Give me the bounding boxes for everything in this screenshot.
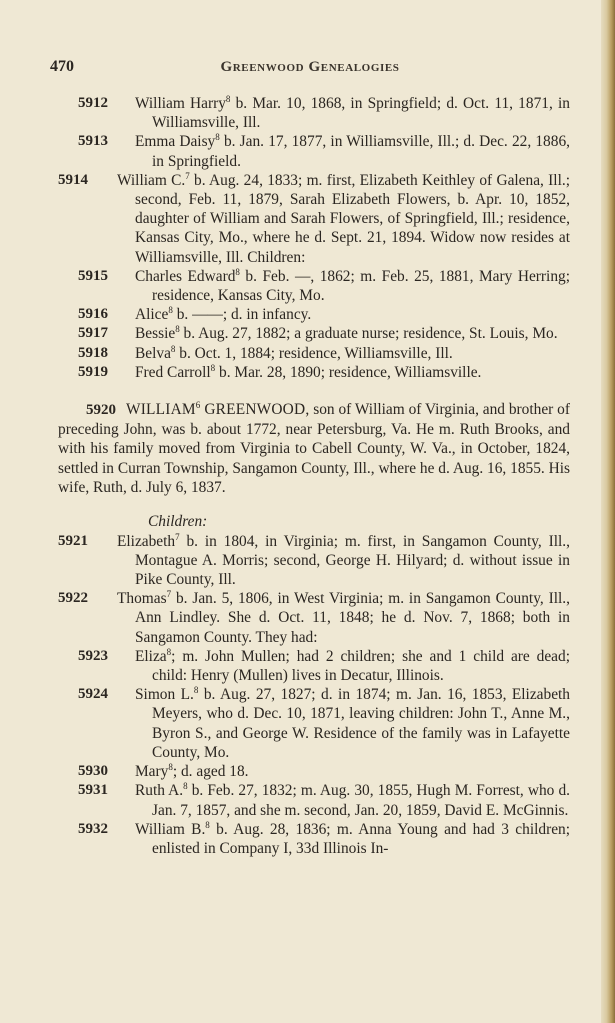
entry-details: b. Jan. 5, 1806, in West Virginia; m. in Sangamon County, Ill., Ann Lindley. She d. Oct. 11, 1848; he d. Nov. 7, 1868; both in Sangamon County. They had: bbox=[135, 590, 570, 646]
genealogy-entry bbox=[0, 363, 615, 382]
genealogy-entry bbox=[0, 589, 615, 647]
generation-number: 8 bbox=[175, 324, 180, 335]
person-name: Simon L. bbox=[135, 686, 194, 704]
entry-text bbox=[135, 685, 570, 762]
person-name: WILLIAM bbox=[126, 401, 196, 419]
generation-number: 8 bbox=[168, 305, 173, 316]
entry-number: 5923 bbox=[78, 647, 108, 664]
person-name: Thomas bbox=[117, 590, 167, 608]
entry-number: 5921 bbox=[58, 532, 88, 549]
entry-details: b. ——; d. in infancy. bbox=[172, 306, 312, 324]
genealogy-entry bbox=[0, 132, 615, 170]
generation-number: 8 bbox=[215, 132, 220, 143]
entry-text bbox=[117, 531, 570, 590]
generation-number: 8 bbox=[183, 781, 188, 792]
entry-details: b. Oct. 1, 1884; residence, Williamsville, Ill. bbox=[175, 344, 453, 362]
entry-number: 5917 bbox=[78, 325, 108, 342]
genealogy-entry bbox=[0, 647, 615, 685]
entry-details: b. Feb. —, 1862; m. Feb. 25, 1881, Mary Herring; residence, Kansas City, Mo. bbox=[152, 267, 570, 305]
entry-number: 5912 bbox=[78, 95, 108, 111]
entry-text bbox=[117, 589, 570, 647]
page-header bbox=[50, 58, 570, 82]
entry-number: 5915 bbox=[78, 267, 108, 284]
genealogy-entry bbox=[0, 532, 615, 590]
entry-text bbox=[135, 132, 570, 170]
person-name: Fred Carroll bbox=[135, 363, 211, 381]
entry-details: b. Aug. 27, 1882; a graduate nurse; residence, St. Louis, Mo. bbox=[179, 325, 558, 343]
person-name: Belva bbox=[135, 344, 171, 362]
generation-number: 8 bbox=[193, 685, 199, 696]
genealogy-entry bbox=[0, 344, 615, 363]
person-name: Ruth A. bbox=[135, 782, 184, 800]
entry-text bbox=[135, 646, 570, 685]
person-name: William B. bbox=[135, 820, 206, 838]
generation-number: 8 bbox=[225, 94, 231, 104]
person-name: Mary bbox=[135, 763, 169, 781]
genealogy-entry bbox=[0, 685, 615, 762]
entry-list-top bbox=[0, 94, 615, 382]
entry-number: 5916 bbox=[78, 306, 108, 323]
entry-number: 5919 bbox=[78, 363, 108, 380]
genealogy-entry bbox=[0, 324, 615, 343]
entry-list-bottom bbox=[0, 532, 615, 858]
person-name: Emma Daisy bbox=[135, 133, 216, 151]
entry-details: b. Aug. 27, 1827; d. in 1874; m. Jan. 16, 1853, Elizabeth Meyers, who d. Dec. 10, 1871, leaving children: John T., Anne M., Byron S., and George W. Residence of the family was in Lafayette County, Mo. bbox=[152, 686, 570, 761]
person-name: Bessie bbox=[135, 325, 176, 343]
generation-number: 8 bbox=[205, 819, 210, 830]
paragraph-text: son of William of Virginia, and brother of preceding John, was b. about 1772, near Petersburg, Va. He m. Ruth Brooks, and with his family moved from Virginia to Cabell County, W. Va., in October, 1824, settled in Curran Township, Sangamon County, Ill., where he d. Aug. 16, 1855. His wife, Ruth, d. July 6, 1837. bbox=[58, 401, 570, 496]
entry-text bbox=[135, 305, 570, 324]
entry-number: 5914 bbox=[58, 171, 88, 188]
entry-text bbox=[135, 94, 570, 132]
generation-number: 8 bbox=[166, 646, 172, 657]
person-name: Alice bbox=[135, 306, 169, 324]
entry-number: 5913 bbox=[78, 133, 108, 150]
genealogy-entry bbox=[0, 94, 615, 132]
genealogy-entry bbox=[0, 305, 615, 324]
generation-number: 8 bbox=[168, 762, 173, 773]
entry-details: b. Jan. 17, 1877, in Williamsville, Ill.; d. Dec. 22, 1886, in Springfield. bbox=[152, 133, 570, 170]
entry-number: 5930 bbox=[78, 763, 108, 780]
running-title: Greenwood Genealogies bbox=[220, 59, 400, 75]
entry-number: 5924 bbox=[78, 686, 108, 703]
generation-number: 7 bbox=[185, 170, 190, 181]
children-label: Children: bbox=[148, 513, 208, 531]
entry-number: 5920 bbox=[86, 402, 116, 419]
person-name: William C. bbox=[117, 171, 186, 189]
entry-details: b. Aug. 24, 1833; m. first, Elizabeth Keithley of Galena, Ill.; second, Feb. 11, 1879, Sarah Elizabeth Flowers, b. Apr. 10, 1852, daughter of William and Sarah Flowers, of Springfield, Ill.; residence, Kansas City, Mo., where he d. Sept. 21, 1894. Widow now resides at Williamsville, Ill. Children: bbox=[135, 171, 570, 266]
entry-text bbox=[135, 781, 570, 819]
entry-number: 5931 bbox=[78, 782, 108, 799]
entry-text bbox=[117, 170, 570, 267]
entry-text bbox=[135, 343, 570, 363]
person-surname: GREENWOOD, bbox=[200, 401, 310, 419]
entry-details: b. Mar. 10, 1868, in Springfield; d. Oct. 11, 1871, in Williamsville, Ill. bbox=[152, 95, 570, 132]
genealogy-entry bbox=[0, 267, 615, 305]
entry-details: b. Mar. 28, 1890; residence, Williamsville. bbox=[215, 363, 482, 381]
person-name: William Harry bbox=[135, 95, 226, 112]
entry-number: 5918 bbox=[78, 344, 108, 361]
generation-number: 7 bbox=[166, 589, 172, 600]
generation-number: 8 bbox=[170, 343, 176, 354]
entry-details: b. Aug. 28, 1836; m. Anna Young and had 3 children; enlisted in Company I, 33d Illinois In- bbox=[152, 820, 570, 857]
entry-number: 5922 bbox=[58, 590, 88, 607]
entry-text bbox=[135, 819, 570, 858]
genealogy-entry bbox=[0, 820, 615, 858]
entry-details: b. Feb. 27, 1832; m. Aug. 30, 1855, Hugh M. Forrest, who d. Jan. 7, 1857, and she m. second, Jan. 20, 1859, David E. McGinnis. bbox=[152, 782, 570, 819]
generation-number: 8 bbox=[235, 266, 240, 277]
entry-number: 5932 bbox=[78, 820, 108, 837]
entry-text bbox=[135, 266, 570, 305]
entry-text bbox=[135, 324, 570, 343]
generation-number: 6 bbox=[195, 400, 201, 411]
entry-details: ; m. John Mullen; had 2 children; she and 1 child are dead; child: Henry (Mullen) lives in Decatur, Illinois. bbox=[152, 647, 570, 685]
generation-number: 7 bbox=[175, 531, 180, 542]
entry-text bbox=[135, 762, 570, 781]
person-name: Elizabeth bbox=[117, 532, 176, 550]
person-name: Charles Edward bbox=[135, 267, 236, 285]
page-content bbox=[0, 94, 615, 858]
genealogy-entry bbox=[0, 171, 615, 267]
page-number: 470 bbox=[50, 58, 74, 75]
generation-number: 8 bbox=[210, 362, 216, 373]
genealogy-entry bbox=[0, 781, 615, 819]
person-name: Eliza bbox=[135, 647, 167, 665]
genealogy-entry bbox=[0, 762, 615, 781]
main-paragraph bbox=[58, 400, 570, 497]
entry-details: b. in 1804, in Virginia; m. first, in Sangamon County, Ill., Montague A. Morris; second, George H. Hilyard; d. without issue in Pike County, Ill. bbox=[135, 532, 570, 589]
entry-text bbox=[135, 362, 570, 382]
entry-details: ; d. aged 18. bbox=[172, 763, 249, 781]
